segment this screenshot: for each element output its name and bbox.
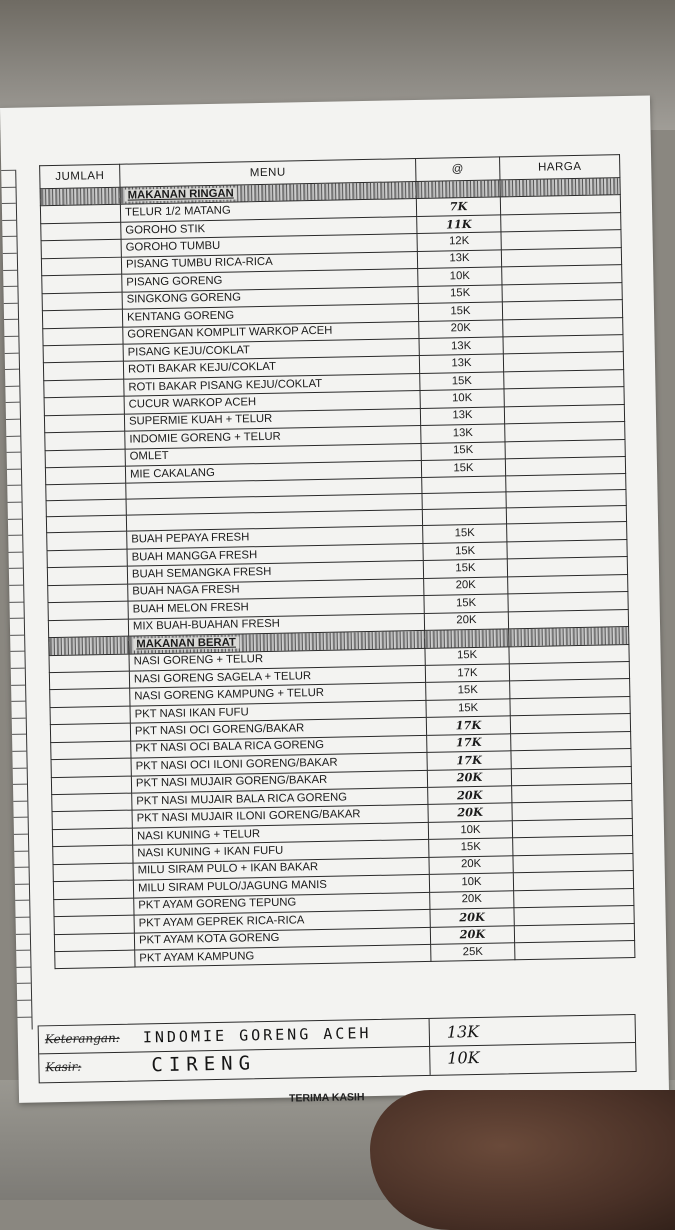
item-name-text: INDOMIE GORENG + TELUR [129, 430, 281, 446]
item-name-text: PKT NASI OCI BALA RICA GORENG [135, 739, 325, 755]
unit-price: 15K [423, 524, 507, 543]
qty-cell [52, 793, 132, 812]
edge-line [4, 336, 18, 337]
unit-price: 15K [425, 646, 509, 665]
qty-cell [46, 484, 126, 502]
edge-line [15, 883, 29, 884]
edge-line [8, 502, 22, 503]
qty-cell [43, 362, 123, 381]
item-name-text: PKT NASI MUJAIR ILONI GORENG/BAKAR [136, 808, 361, 825]
qty-cell [45, 466, 125, 485]
qty-cell [41, 222, 121, 241]
qty-cell [53, 863, 133, 882]
unit-price: 13K [419, 354, 503, 373]
qty-cell [42, 292, 122, 311]
edge-line [12, 734, 26, 735]
cashier-label: Kasir: [45, 1059, 82, 1075]
thanks-text: TERIMA KASIH [288, 1091, 365, 1105]
unit-price: 15K [423, 542, 507, 561]
unit-price: 12K [417, 232, 501, 251]
edge-line [5, 385, 19, 386]
edge-line [8, 518, 22, 519]
qty-cell [53, 880, 133, 899]
qty-cell [52, 828, 132, 847]
unit-price: 20K [424, 577, 508, 596]
qty-cell [54, 898, 134, 917]
item-name-text: PKT NASI MUJAIR GORENG/BAKAR [135, 774, 328, 790]
edge-line [7, 452, 21, 453]
unit-price: 20K [428, 803, 512, 822]
qty-cell [41, 257, 121, 276]
unit-price: 15K [424, 594, 508, 613]
edge-line [7, 468, 21, 469]
item-name-text: PKT AYAM GEPREK RICA-RICA [138, 914, 305, 930]
edge-line [6, 435, 20, 436]
unit-price: 20K [430, 925, 514, 944]
qty-cell [44, 414, 124, 433]
item-name-text: PKT NASI IKAN FUFU [134, 705, 249, 721]
qty-cell [54, 933, 134, 952]
item-name-text: ROTI BAKAR PISANG KEJU/COKLAT [128, 377, 323, 394]
edge-line [9, 551, 23, 552]
edge-line [9, 601, 23, 602]
qty-cell [43, 344, 123, 363]
unit-price: 17K [426, 716, 510, 735]
edge-line [15, 900, 29, 901]
unit-price: 13K [417, 250, 501, 269]
unit-price: 15K [426, 699, 510, 718]
qty-cell [45, 431, 125, 450]
qty-cell [50, 706, 130, 725]
edge-line [11, 684, 25, 685]
item-name-text: PISANG GORENG [126, 274, 223, 289]
item-name-text: NASI KUNING + TELUR [136, 827, 261, 843]
hand [370, 1090, 675, 1230]
item-name-text: PKT AYAM GORENG TEPUNG [138, 896, 297, 912]
unit-price: 20K [419, 319, 503, 338]
qty-cell [48, 619, 128, 638]
edge-line [11, 668, 25, 669]
unit-price: 13K [421, 424, 505, 443]
unit-price [416, 180, 500, 199]
unit-price: 13K [419, 337, 503, 356]
unit-price: 13K [420, 407, 504, 426]
item-name-text: PKT AYAM KAMPUNG [139, 949, 255, 965]
qty-cell [51, 741, 131, 760]
unit-price: 15K [420, 372, 504, 391]
item-name-text: BUAH NAGA FRESH [132, 583, 240, 599]
handwritten-cashier: CIRENG [151, 1052, 257, 1077]
item-name-text: MILU SIRAM PULO + IKAN BAKAR [137, 861, 319, 877]
unit-price: 15K [426, 681, 510, 700]
unit-price: 11K [417, 215, 501, 234]
edge-line [13, 784, 27, 785]
item-name-text: MILU SIRAM PULO/JAGUNG MANIS [137, 878, 328, 895]
edge-line [2, 220, 16, 221]
edge-line [10, 634, 24, 635]
unit-price: 10K [418, 267, 502, 286]
edge-line [14, 817, 28, 818]
edge-line [2, 186, 16, 187]
item-name-text: PISANG KEJU/COKLAT [127, 343, 251, 359]
edge-line [10, 651, 24, 652]
unit-price: 20K [430, 908, 514, 927]
adjacent-sheet-edge [1, 170, 33, 1030]
item-name-text: BUAH SEMANGKA FRESH [131, 565, 272, 581]
edge-line [16, 950, 30, 951]
edge-line [11, 701, 25, 702]
item-name-text: NASI KUNING + IKAN FUFU [137, 844, 284, 860]
item-name-text: GOROHO STIK [125, 222, 206, 237]
unit-price: 20K [430, 890, 514, 909]
item-name-text: CUCUR WARKOP ACEH [128, 396, 257, 411]
unit-price: 17K [425, 664, 509, 683]
edge-line [17, 1000, 31, 1001]
menu-table [39, 154, 635, 969]
qty-cell [42, 274, 122, 293]
unit-price: 17K [427, 734, 511, 753]
item-name-text: PKT AYAM KOTA GORENG [138, 932, 280, 947]
qty-cell [52, 811, 132, 830]
item-name-text: TELUR 1/2 MATANG [124, 204, 231, 219]
item-name-text: NASI GORENG + TELUR [133, 653, 264, 668]
edge-line [6, 402, 20, 403]
item-name-text: BUAH MELON FRESH [132, 601, 249, 616]
edge-line [9, 568, 23, 569]
qty-cell [49, 636, 129, 655]
qty-cell [40, 205, 120, 224]
unit-price: 20K [427, 768, 511, 787]
qty-cell [40, 187, 120, 206]
qty-cell [41, 240, 121, 259]
edge-line [9, 585, 23, 586]
edge-line [3, 269, 17, 270]
qty-cell [47, 532, 127, 551]
unit-price: 15K [418, 302, 502, 321]
edge-line [13, 800, 27, 801]
qty-cell [53, 845, 133, 864]
qty-cell [47, 549, 127, 568]
edge-line [8, 535, 22, 536]
notes-box [38, 1014, 637, 1083]
handwritten-price-1: 13K [446, 1021, 480, 1042]
qty-cell [42, 309, 122, 328]
item-name-text: GOROHO TUMBU [125, 239, 221, 254]
handwritten-item: INDOMIE GORENG ACEH [142, 1024, 372, 1047]
item-name-text: OMLET [129, 450, 169, 463]
edge-line [14, 850, 28, 851]
qty-cell [55, 950, 135, 969]
edge-line [2, 203, 16, 204]
item-name-text: ROTI BAKAR KEJU/COKLAT [127, 360, 277, 376]
edge-line [15, 867, 29, 868]
qty-cell [46, 516, 126, 534]
item-name-text: PKT NASI OCI ILONI GORENG/BAKAR [135, 756, 338, 773]
unit-price: 10K [429, 873, 513, 892]
edge-line [12, 717, 26, 718]
unit-price: 15K [418, 285, 502, 304]
qty-cell [51, 758, 131, 777]
edge-line [17, 983, 31, 984]
edge-line [10, 618, 24, 619]
edge-line [7, 485, 21, 486]
qty-cell [49, 654, 129, 673]
qty-cell [50, 723, 130, 742]
unit-price: 15K [421, 459, 505, 478]
edge-line [2, 236, 16, 237]
qty-cell [50, 688, 130, 707]
edge-line [4, 319, 18, 320]
qty-cell [45, 449, 125, 468]
item-name-text: KENTANG GORENG [126, 309, 235, 324]
item-name-text: PISANG TUMBU RICA-RICA [125, 256, 273, 272]
unit-price [422, 476, 506, 494]
item-name-text: GORENGAN KOMPLIT WARKOP ACEH [127, 324, 333, 341]
item-name-text: NASI GORENG KAMPUNG + TELUR [134, 686, 325, 703]
unit-price: 10K [428, 821, 512, 840]
item-name-text: MIX BUAH-BUAHAN FRESH [132, 618, 280, 633]
item-name-text: MIE CAKALANG [129, 466, 215, 481]
menu-sheet [0, 96, 669, 1103]
menu-rows [40, 178, 635, 969]
edge-line [17, 1016, 31, 1017]
item-name-text: SINGKONG GORENG [126, 291, 242, 306]
unit-price [422, 492, 506, 510]
qty-cell [43, 327, 123, 346]
item-name-text: MAKANAN BERAT [133, 636, 239, 650]
qty-cell [54, 915, 134, 934]
unit-price: 20K [428, 786, 512, 805]
edge-line [14, 834, 28, 835]
qty-cell [44, 379, 124, 398]
item-name-text: BUAH PEPAYA FRESH [131, 531, 250, 546]
item-name-text: PKT NASI OCI GORENG/BAKAR [134, 722, 305, 738]
unit-price [422, 508, 506, 526]
item-name-text: MAKANAN RINGAN [125, 187, 237, 201]
unit-price: 17K [427, 751, 511, 770]
unit-price: 15K [423, 559, 507, 578]
edge-line [16, 933, 30, 934]
edge-line [5, 352, 19, 353]
item-name-text: PKT NASI MUJAIR BALA RICA GORENG [136, 791, 348, 808]
edge-line [16, 917, 30, 918]
edge-line [1, 170, 15, 171]
qty-cell [48, 601, 128, 620]
unit-price: 15K [421, 441, 505, 460]
total-price-cell [515, 940, 635, 960]
qty-cell [51, 776, 131, 795]
edge-line [4, 302, 18, 303]
unit-price: 20K [424, 611, 508, 630]
edge-line [6, 419, 20, 420]
edge-line [13, 767, 27, 768]
header-menu: MENU [120, 159, 416, 188]
unit-price: 15K [429, 838, 513, 857]
header-qty: JUMLAH [40, 164, 120, 189]
unit-price: 25K [431, 943, 515, 962]
edge-line [3, 286, 17, 287]
item-name-text: NASI GORENG SAGELA + TELUR [133, 669, 312, 686]
unit-price: 10K [420, 389, 504, 408]
edge-line [3, 253, 17, 254]
qty-cell [47, 566, 127, 585]
qty-cell [44, 396, 124, 415]
unit-price: 7K [416, 197, 500, 216]
item-name-text: SUPERMIE KUAH + TELUR [128, 413, 273, 428]
edge-line [12, 751, 26, 752]
unit-price: 20K [429, 856, 513, 875]
edge-line [16, 966, 30, 967]
qty-cell [49, 671, 129, 690]
qty-cell [48, 584, 128, 603]
qty-cell [46, 500, 126, 518]
handwritten-price-2: 10K [447, 1047, 480, 1068]
unit-price [425, 629, 509, 648]
notes-label: Keterangan: [44, 1030, 120, 1047]
header-price: HARGA [500, 155, 620, 180]
item-name-text: BUAH MANGGA FRESH [131, 548, 258, 564]
header-at: @ [416, 157, 500, 182]
edge-line [5, 369, 19, 370]
